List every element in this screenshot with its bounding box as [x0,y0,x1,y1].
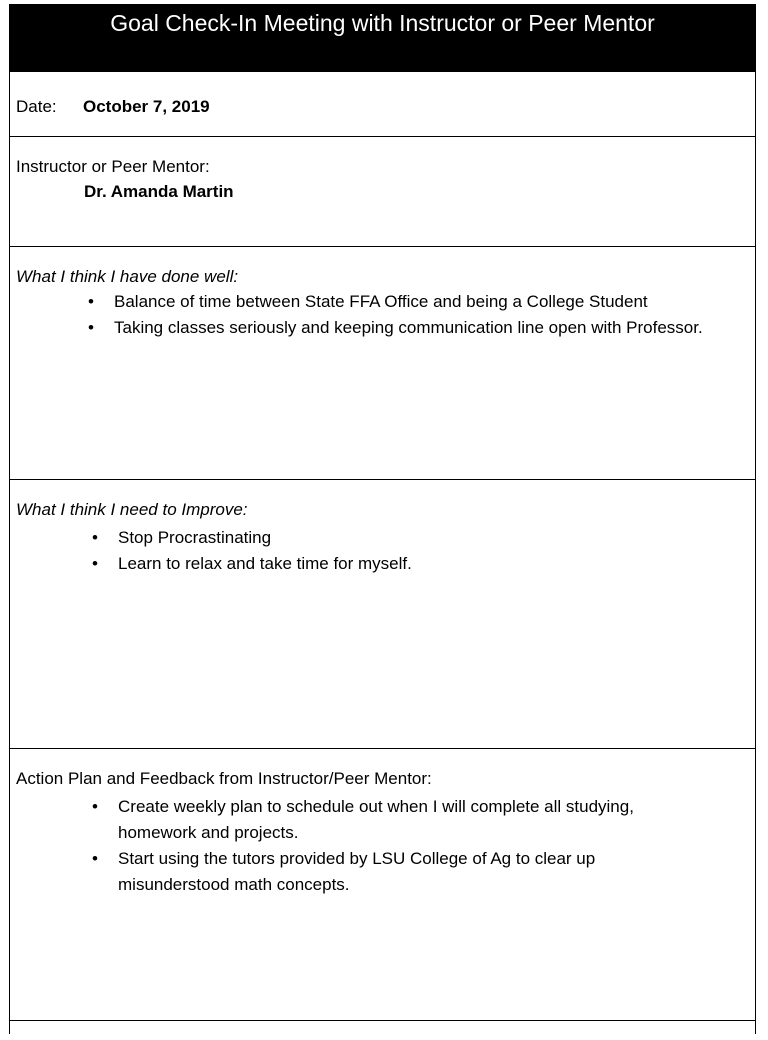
next-section-edge [10,1020,755,1040]
bullet-icon: • [88,318,94,337]
mentor-section [10,136,755,246]
action-plan-heading: Action Plan and Feedback from Instructor/Peer Mentor: [16,769,432,788]
done-well-heading: What I think I have done well: [16,267,239,286]
list-item-text: Stop Procrastinating [118,528,272,547]
bullet-icon: • [92,849,98,868]
improve-heading: What I think I need to Improve: [16,500,248,519]
form-title: Goal Check-In Meeting with Instructor or Peer Mentor [10,4,755,71]
date-section [10,71,755,136]
mentor-label: Instructor or Peer Mentor: [16,157,210,176]
list-item [92,525,732,551]
action-plan-section [10,748,755,1020]
list-item [92,846,692,898]
bullet-icon: • [92,554,98,573]
list-item-text: Learn to relax and take time for myself. [118,554,412,573]
list-item-text: Start using the tutors provided by LSU College of Ag to clear up misunderstood math concepts. [118,849,596,894]
list-item [88,289,748,315]
improve-list [92,525,732,577]
bullet-icon: • [92,797,98,816]
goal-checkin-form [9,4,756,1034]
list-item-text: Taking classes seriously and keeping communication line open with Professor. [114,318,703,337]
date-value: October 7, 2019 [83,97,210,116]
list-item-text: Create weekly plan to schedule out when I will complete all studying, homework and projects. [118,797,634,842]
list-item-text: Balance of time between State FFA Office and being a College Student [114,292,648,311]
done-well-list [88,289,748,341]
bullet-icon: • [88,292,94,311]
list-item [92,794,692,846]
done-well-section [10,246,755,479]
date-label: Date: [16,97,57,116]
list-item [92,551,732,577]
improve-section [10,479,755,748]
list-item [88,315,748,341]
bullet-icon: • [92,528,98,547]
mentor-name: Dr. Amanda Martin [84,182,234,201]
action-plan-list [92,794,692,898]
